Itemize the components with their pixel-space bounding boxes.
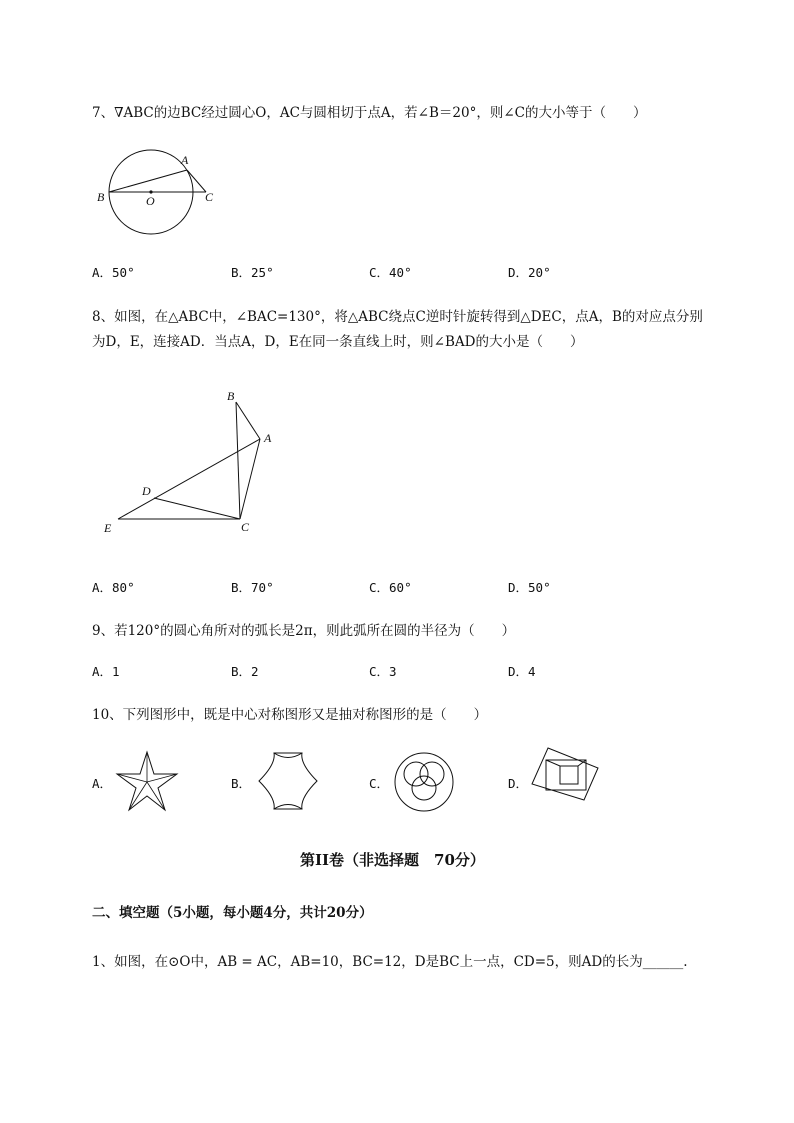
question-10-text: 10、下列图形中，既是中心对称图形又是抽对称图形的是（ ） bbox=[92, 707, 488, 723]
q7-label-C: C bbox=[205, 190, 214, 204]
q7-label-B: B bbox=[97, 190, 105, 204]
q7-label-O: O bbox=[146, 194, 155, 208]
q8-option-b[interactable]: B．70° bbox=[231, 580, 274, 595]
q8-label-B: B bbox=[227, 389, 235, 403]
q8-label-A: A bbox=[264, 431, 272, 445]
squares-figure-icon bbox=[530, 746, 602, 802]
q7-option-b[interactable]: B．25° bbox=[231, 265, 274, 280]
star-figure-icon bbox=[115, 750, 179, 814]
q7-line-AC bbox=[187, 170, 206, 192]
q10-option-d[interactable]: D． bbox=[508, 776, 529, 791]
concave-hexagon-figure-icon bbox=[256, 750, 320, 812]
q9-option-d[interactable]: D．4 bbox=[508, 664, 536, 679]
circles-figure-icon bbox=[392, 750, 456, 814]
q8-label-E: E bbox=[104, 521, 112, 535]
q7-label-A: A bbox=[181, 153, 189, 167]
q10-option-a[interactable]: A． bbox=[92, 776, 113, 791]
q7-figure bbox=[95, 145, 225, 240]
q7-option-d[interactable]: D．20° bbox=[508, 265, 551, 280]
q8-option-c[interactable]: C．60° bbox=[369, 580, 412, 595]
q10-option-b[interactable]: B． bbox=[231, 776, 252, 791]
q8-option-d[interactable]: D．50° bbox=[508, 580, 551, 595]
fill-question-1-text: 1、如图，在⊙O中，AB = AC，AB=10，BC=12，D是BC上一点，CD=5，则AD的长为______. bbox=[92, 954, 688, 970]
q9-option-a[interactable]: A．1 bbox=[92, 664, 120, 679]
q8-line-BC bbox=[236, 402, 240, 519]
q10-option-c[interactable]: C． bbox=[369, 776, 390, 791]
q9-option-c[interactable]: C．3 bbox=[369, 664, 397, 679]
q8-label-D: D bbox=[142, 484, 151, 498]
q7-option-a[interactable]: A．50° bbox=[92, 265, 135, 280]
q8-label-C: C bbox=[241, 520, 250, 534]
question-7-text: 7、∇ABC的边BC经过圆心O，AC与圆相切于点A，若∠B＝20°，则∠C的大小等于（ ） bbox=[92, 105, 647, 121]
q7-option-c[interactable]: C．40° bbox=[369, 265, 412, 280]
question-9-text: 9、若120°的圆心角所对的弧长是2π，则此弧所在圆的半径为（ ） bbox=[92, 623, 516, 639]
q8-option-a[interactable]: A．80° bbox=[92, 580, 135, 595]
section-fill-blank: 二、填空题（5小题，每小题4分，共计20分） bbox=[92, 905, 373, 921]
part2-title: 第II卷（非选择题 70分） bbox=[300, 851, 485, 869]
q8-line-AC bbox=[240, 439, 260, 519]
question-8-line1: 8、如图，在△ABC中，∠BAC=130°，将△ABC绕点C逆时针旋转得到△DEC，点A，B的对应点分别 bbox=[92, 309, 703, 325]
q8-line-BA bbox=[236, 402, 260, 439]
q8-figure bbox=[100, 385, 290, 540]
q7-line-BA bbox=[109, 170, 187, 192]
question-8-line2: 为D，E，连接AD．当点A，D，E在同一条直线上时，则∠BAD的大小是（ ） bbox=[92, 334, 584, 350]
q8-line-DC bbox=[154, 498, 240, 519]
q9-option-b[interactable]: B．2 bbox=[231, 664, 259, 679]
